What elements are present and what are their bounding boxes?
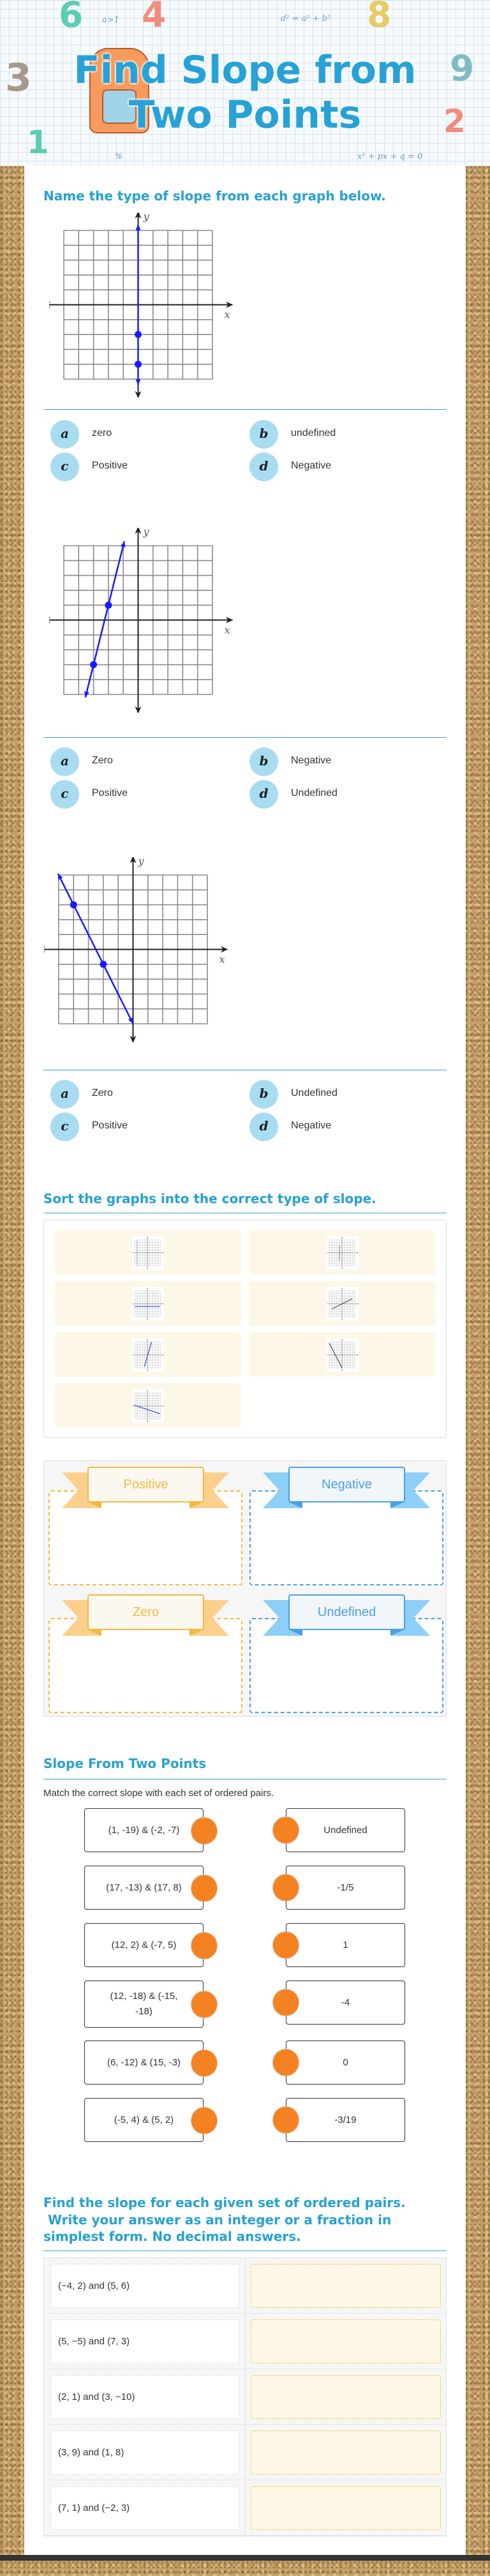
match-connector-dot[interactable] — [191, 2049, 218, 2077]
answer-table — [43, 2258, 447, 2536]
graph-axes — [132, 1288, 164, 1321]
graph-axes — [49, 528, 234, 713]
answer-row — [44, 2369, 446, 2425]
match-slope-card[interactable]: 0 — [286, 2041, 405, 2085]
option-letter-badge[interactable]: a — [50, 1080, 79, 1109]
section-heading-match: Slope From Two Points — [43, 1756, 207, 1771]
graph-thumbnail — [132, 1389, 164, 1423]
sort-items-pool — [43, 1220, 447, 1438]
option-label[interactable]: Negative — [291, 460, 332, 471]
sort-categories — [43, 1460, 447, 1717]
answer-row — [44, 2314, 446, 2369]
x-axis-label: x — [224, 624, 230, 636]
match-pair-card[interactable]: (6, -12) & (15, -3) — [84, 2041, 204, 2085]
category-label: Positive — [87, 1467, 204, 1502]
option-letter-badge[interactable]: a — [50, 747, 79, 776]
graph-point — [70, 901, 77, 908]
option-letter-badge[interactable]: b — [249, 1080, 278, 1109]
match-connector-dot[interactable] — [191, 2107, 218, 2134]
heading-line: Find the slope for each given set of ordered pairs. — [43, 2195, 406, 2210]
draggable-graph-card[interactable] — [249, 1281, 436, 1326]
match-slope-card[interactable]: -1/5 — [286, 1866, 405, 1910]
graph-line-arrow — [136, 225, 141, 230]
draggable-graph-card[interactable] — [54, 1332, 241, 1377]
graph-thumbnail — [327, 1338, 359, 1372]
divider — [43, 2250, 447, 2251]
match-connector-dot[interactable] — [272, 2106, 299, 2134]
heading-line: Write your answer as an integer or a fraction in — [43, 2212, 392, 2228]
match-connector-dot[interactable] — [272, 1874, 299, 1901]
graph-axes — [44, 857, 228, 1042]
slope-answer-input[interactable] — [251, 2264, 441, 2308]
option-label[interactable]: Positive — [92, 1120, 128, 1131]
match-pair-card[interactable]: (12, -18) & (-15, -18) — [84, 1981, 204, 2028]
option-letter-badge[interactable]: d — [249, 453, 278, 481]
column-divider — [245, 2425, 246, 2480]
ordered-pair-prompt: (7, 1) and (−2, 3) — [50, 2486, 239, 2530]
option-letter-badge[interactable]: b — [249, 747, 278, 776]
decorative-formula: x² + px + q = 0 — [357, 152, 423, 161]
match-pair-card[interactable]: (17, -13) & (17, 8) — [84, 1866, 204, 1910]
footer-bar — [0, 2555, 490, 2561]
graph-point — [90, 661, 97, 668]
match-slope-card[interactable]: -4 — [286, 1981, 405, 2025]
match-connector-dot[interactable] — [272, 1931, 299, 1959]
slope-answer-input[interactable] — [251, 2319, 441, 2363]
ordered-pair-prompt: (2, 1) and (3, −10) — [50, 2375, 239, 2419]
slope-answer-input[interactable] — [251, 2486, 441, 2530]
graph-point — [135, 331, 142, 338]
option-label[interactable]: Zero — [92, 1088, 113, 1098]
slope-answer-input[interactable] — [251, 2430, 441, 2475]
column-divider — [245, 2369, 246, 2425]
match-connector-dot[interactable] — [272, 1989, 299, 2016]
match-connector-dot[interactable] — [272, 1816, 299, 1844]
graph-axes — [327, 1237, 359, 1269]
draggable-graph-card[interactable] — [249, 1332, 436, 1377]
section-heading-name-slope: Name the type of slope from each graph below. — [43, 188, 386, 204]
graph-line — [144, 1342, 151, 1367]
match-instructions: Match the correct slope with each set of ordered pairs. — [43, 1788, 274, 1799]
match-pair-card[interactable]: (-5, 4) & (5, 2) — [84, 2098, 204, 2142]
graph-point — [105, 602, 112, 609]
match-connector-dot[interactable] — [272, 2049, 299, 2076]
column-divider — [245, 2314, 246, 2369]
graph-line — [329, 1343, 342, 1368]
question-1-graph — [49, 213, 234, 398]
draggable-graph-card[interactable] — [54, 1383, 241, 1428]
decorative-formula: % — [115, 152, 123, 161]
match-pair-card[interactable]: (1, -19) & (-2, -7) — [84, 1808, 204, 1852]
decorative-number: 3 — [5, 56, 32, 100]
option-letter-badge[interactable]: d — [249, 780, 278, 809]
decorative-number: 4 — [142, 0, 167, 35]
header-banner — [0, 0, 490, 166]
option-letter-badge[interactable]: a — [50, 420, 79, 449]
graph-thumbnail — [132, 1236, 164, 1269]
match-connector-dot[interactable] — [191, 1991, 218, 2018]
x-axis-label: x — [224, 308, 230, 321]
answer-row — [44, 2480, 446, 2536]
option-label[interactable]: Undefined — [291, 1088, 338, 1098]
graph-axes — [49, 213, 234, 398]
category-label: Negative — [288, 1467, 405, 1502]
x-axis-label: x — [219, 953, 225, 966]
page-title — [0, 48, 490, 140]
option-label[interactable]: Positive — [92, 788, 128, 798]
match-pair-card[interactable]: (12, 2) & (-7, 5) — [84, 1923, 204, 1967]
graph-thumbnail — [132, 1287, 164, 1321]
category-label: Undefined — [288, 1594, 405, 1630]
option-letter-badge[interactable]: c — [50, 780, 79, 809]
graph-thumbnail — [327, 1287, 359, 1321]
option-label[interactable]: Positive — [92, 460, 128, 471]
graph-thumbnail — [132, 1338, 164, 1372]
option-letter-badge[interactable]: c — [50, 453, 79, 481]
column-divider — [245, 2480, 246, 2536]
match-slope-card[interactable]: Undefined — [286, 1808, 405, 1852]
decorative-number: 6 — [59, 0, 84, 35]
draggable-graph-card[interactable] — [54, 1281, 241, 1326]
graph-axes — [327, 1339, 359, 1372]
option-label[interactable]: Undefined — [291, 788, 338, 798]
graph-thumbnail — [327, 1236, 359, 1269]
y-axis-label: y — [138, 857, 144, 867]
answer-row — [44, 2258, 446, 2314]
decorative-number: 2 — [443, 103, 466, 140]
option-letter-badge[interactable]: b — [249, 420, 278, 449]
slope-answer-input[interactable] — [251, 2375, 441, 2419]
category-label: Zero — [87, 1594, 204, 1630]
divider — [43, 737, 447, 738]
match-slope-card[interactable]: -3/19 — [286, 2098, 405, 2142]
option-letter-badge[interactable]: c — [50, 1112, 79, 1141]
match-slope-card[interactable]: 1 — [286, 1923, 405, 1967]
match-connector-dot[interactable] — [191, 1875, 218, 1902]
option-label[interactable]: Negative — [291, 755, 332, 766]
y-axis-label: y — [143, 213, 149, 223]
decorative-formula: a>1 — [102, 15, 119, 25]
decorative-number: 9 — [450, 48, 475, 89]
graph-line — [85, 541, 124, 698]
ordered-pair-prompt: (−4, 2) and (5, 6) — [50, 2264, 239, 2308]
divider — [43, 409, 447, 410]
decorative-number: 1 — [27, 124, 49, 161]
y-axis-label: y — [143, 528, 149, 538]
graph-point — [100, 961, 107, 968]
graph-line — [58, 874, 133, 1024]
answer-row — [44, 2425, 446, 2480]
option-letter-badge[interactable]: d — [249, 1112, 278, 1141]
question-3-graph — [44, 857, 229, 1042]
option-label[interactable]: zero — [92, 428, 112, 438]
page-title-line-1: Find Slope from — [73, 48, 417, 93]
page-title-line-2: Two Points — [128, 93, 362, 137]
section-heading-sort: Sort the graphs into the correct type of slope. — [43, 1191, 376, 1206]
match-connector-dot[interactable] — [191, 1932, 218, 1959]
column-divider — [245, 2258, 246, 2314]
option-label[interactable]: Negative — [291, 1120, 332, 1131]
draggable-graph-card[interactable] — [54, 1230, 241, 1275]
graph-line-arrow — [136, 379, 141, 385]
section-heading-find-slope — [43, 2194, 406, 2245]
ordered-pair-prompt: (5, −5) and (7, 3) — [50, 2319, 239, 2363]
decorative-number: 8 — [367, 0, 392, 35]
graph-point — [135, 361, 142, 368]
ordered-pair-prompt: (3, 9) and (1, 8) — [50, 2430, 239, 2475]
match-connector-dot[interactable] — [191, 1817, 218, 1845]
draggable-graph-card[interactable] — [249, 1230, 436, 1275]
graph-axes — [132, 1237, 164, 1269]
question-2-graph — [49, 528, 234, 713]
option-label[interactable]: undefined — [291, 428, 336, 438]
option-label[interactable]: Zero — [92, 755, 113, 766]
heading-line: simplest form. No decimal answers. — [43, 2229, 301, 2244]
decorative-formula: d² = a² + b² — [281, 14, 331, 24]
